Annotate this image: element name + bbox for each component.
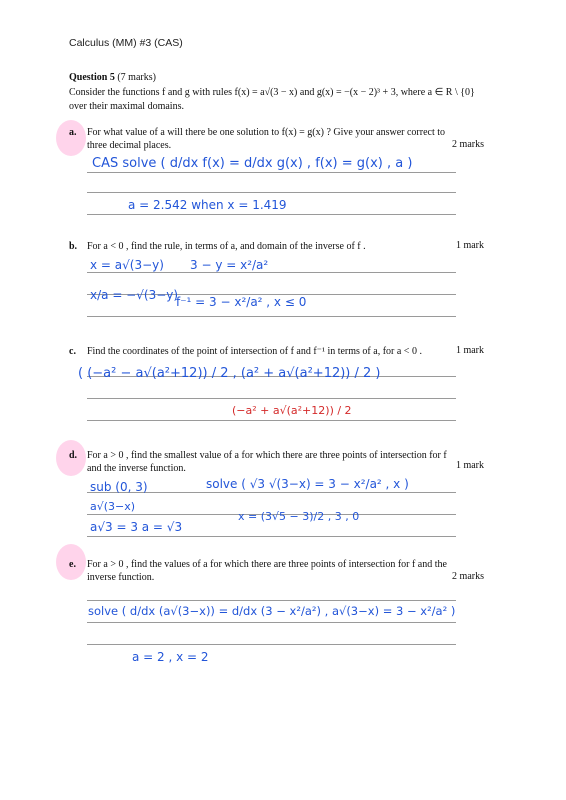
answer-line bbox=[87, 272, 456, 273]
part-text: For a > 0 , find the smallest value of a for which there are three points of intersection for f and the inverse function. bbox=[87, 450, 447, 474]
part-e bbox=[69, 558, 489, 586]
answer-line bbox=[87, 172, 456, 173]
handwritten-working: ( (−a² − a√(a²+12)) / 2 , (a² + a√(a²+12)) / 2 ) bbox=[78, 366, 381, 381]
answer-line bbox=[87, 622, 456, 623]
handwritten-working: CAS solve ( d/dx f(x) = d/dx g(x) , f(x) = g(x) , a ) bbox=[92, 156, 413, 171]
part-marks: 1 mark bbox=[455, 460, 484, 471]
answer-line bbox=[87, 644, 456, 645]
handwritten-working: a = 2.542 when x = 1.419 bbox=[128, 198, 287, 212]
answer-line bbox=[87, 536, 456, 537]
handwritten-working: sub (0, 3) bbox=[90, 480, 148, 494]
part-b bbox=[69, 240, 489, 254]
handwritten-working: x/a = −√(3−y) bbox=[90, 288, 179, 302]
part-text: For a > 0 , find the values of a for which there are three points of intersection for f and the inverse function. bbox=[87, 559, 447, 583]
answer-line bbox=[87, 600, 456, 601]
part-marks: 1 mark bbox=[455, 345, 484, 356]
handwritten-working: a = 2 , x = 2 bbox=[132, 650, 209, 664]
handwritten-working: a√3 = 3 a = √3 bbox=[90, 520, 183, 534]
answer-line bbox=[87, 214, 456, 215]
answer-line bbox=[87, 398, 456, 399]
question-title bbox=[69, 72, 156, 83]
handwritten-working: solve ( d/dx (a√(3−x)) = d/dx (3 − x²/a²) , a√(3−x) = 3 − x²/a² ) bbox=[88, 604, 456, 618]
part-label: a. bbox=[69, 127, 77, 138]
part-text: For a < 0 , find the rule, in terms of a, and domain of the inverse of f . bbox=[87, 241, 366, 252]
handwritten-working: 3 − y = x²/a² bbox=[190, 258, 269, 272]
answer-line bbox=[87, 316, 456, 317]
question-number: Question 5 bbox=[69, 72, 115, 83]
part-marks: 1 mark bbox=[455, 240, 484, 251]
part-c bbox=[69, 345, 489, 359]
answer-line bbox=[87, 420, 456, 421]
part-d bbox=[69, 449, 489, 477]
handwritten-working: f⁻¹ = 3 − x²/a² , x ≤ 0 bbox=[176, 295, 307, 309]
part-marks: 2 marks bbox=[452, 571, 484, 582]
page-header: Calculus (MM) #3 (CAS) bbox=[69, 37, 183, 49]
part-marks: 2 marks bbox=[452, 139, 484, 150]
handwritten-working: x = (3√5 − 3)/2 , 3 , 0 bbox=[238, 510, 360, 523]
part-text: For what value of a will there be one solution to f(x) = g(x) ? Give your answer correct to three decimal places. bbox=[87, 127, 446, 151]
part-label: d. bbox=[69, 450, 78, 461]
question-intro: Consider the functions f and g with rules f(x) = a√(3 − x) and g(x) = −(x − 2)³ + 3, where a ∈ R \ {0} over their maximal domains. bbox=[69, 87, 475, 112]
handwritten-working: x = a√(3−y) bbox=[90, 258, 164, 272]
answer-line bbox=[87, 192, 456, 193]
part-text: Find the coordinates of the point of intersection of f and f⁻¹ in terms of a, for a < 0 . bbox=[87, 346, 422, 357]
question-marks: (7 marks) bbox=[117, 72, 156, 83]
part-label: c. bbox=[69, 346, 76, 357]
part-label: b. bbox=[69, 241, 78, 252]
handwritten-working: a√(3−x) bbox=[90, 500, 136, 513]
handwritten-correction: (−a² + a√(a²+12)) / 2 bbox=[232, 404, 352, 417]
handwritten-working: solve ( √3 √(3−x) = 3 − x²/a² , x ) bbox=[206, 477, 409, 491]
part-a bbox=[69, 126, 489, 154]
part-label: e. bbox=[69, 559, 76, 570]
